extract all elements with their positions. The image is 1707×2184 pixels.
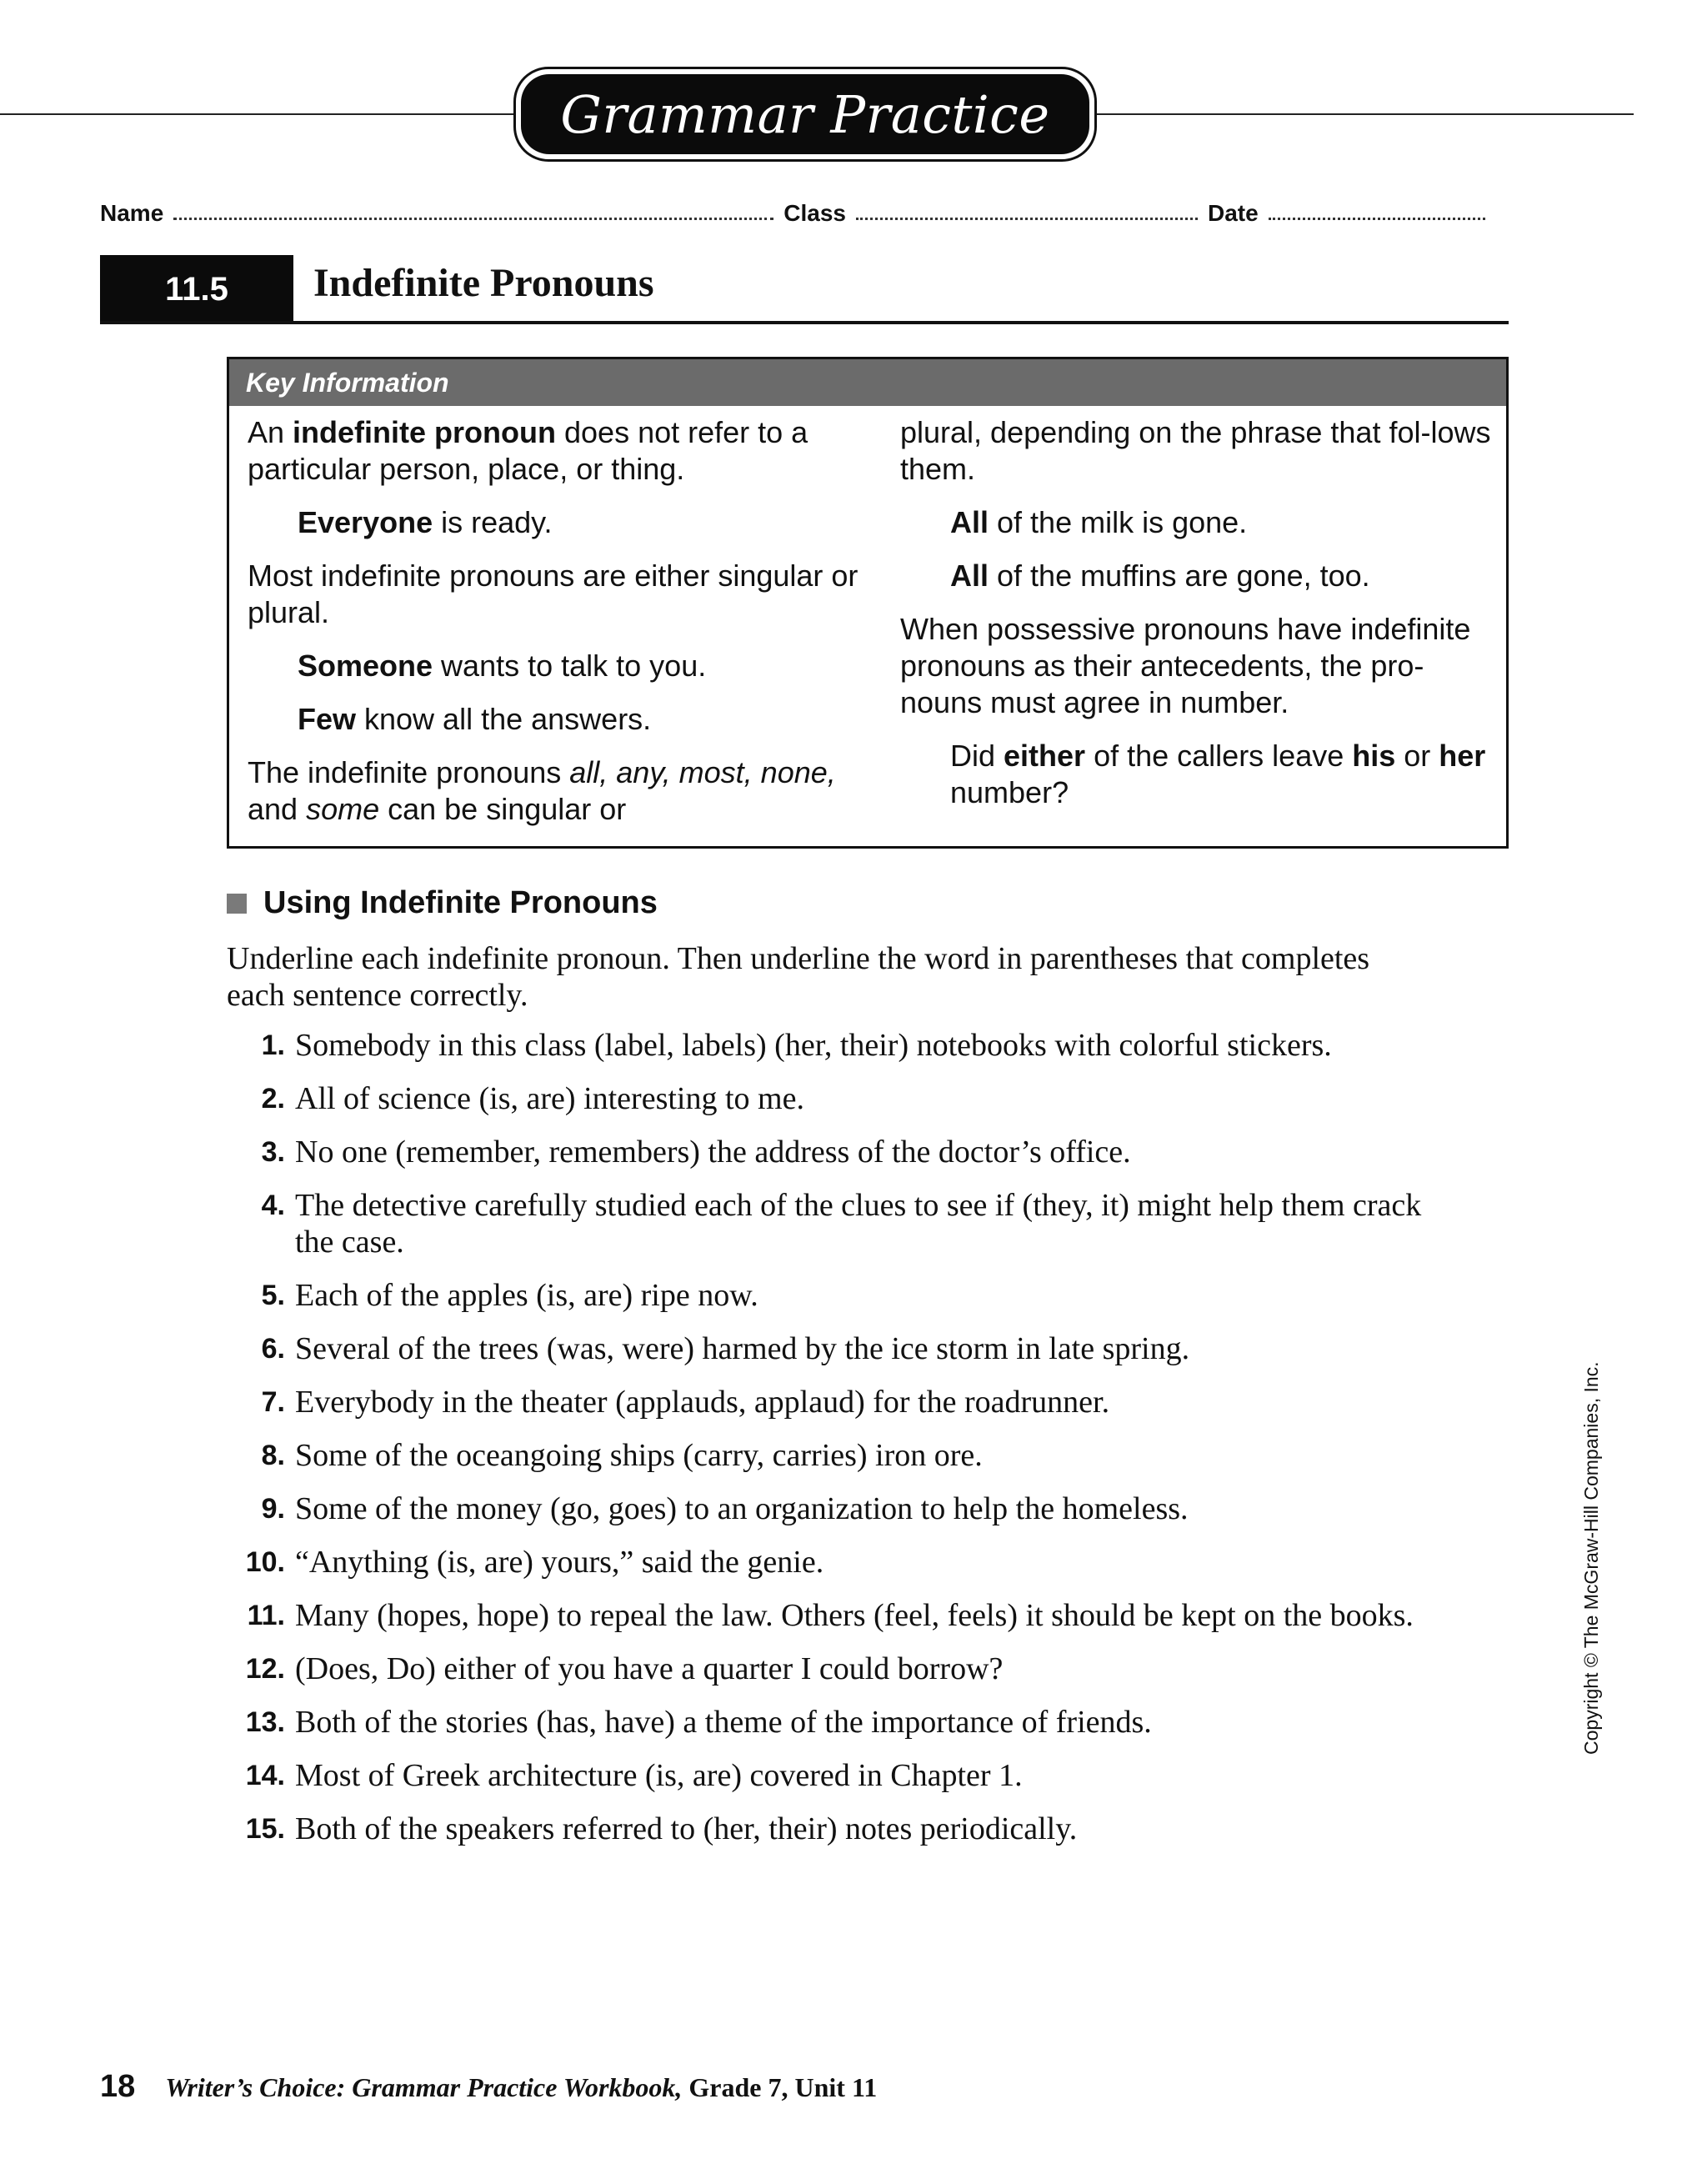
exercise-item <box>227 1437 1435 1474</box>
example-term: either <box>1004 739 1086 773</box>
item-number: 14. <box>245 1760 285 1791</box>
exercise-heading-text: Using Indefinite Pronouns <box>263 885 658 920</box>
item-sentence[interactable]: Both of the stories (has, have) a theme of the importance of friends. <box>295 1705 1152 1740</box>
exercise-item <box>227 1544 1435 1580</box>
exercise-item <box>227 1187 1435 1260</box>
exercise-item <box>227 1757 1435 1794</box>
item-sentence[interactable]: Several of the trees (was, were) harmed by the ice storm in late spring. <box>295 1331 1190 1366</box>
section-rule <box>100 321 1509 324</box>
exercise-item <box>227 1027 1435 1064</box>
item-number: 1. <box>261 1029 285 1061</box>
item-number: 11. <box>247 1600 285 1631</box>
exercise-instructions: Underline each indefinite pronoun. Then underline the word in parentheses that completes each sentence correctly. <box>227 941 1370 1013</box>
exercise-item <box>227 1277 1435 1314</box>
item-number: 2. <box>261 1083 285 1115</box>
banner-plate <box>521 74 1089 154</box>
example-term: Someone <box>298 649 433 683</box>
class-label: Class <box>783 200 846 226</box>
key-info-example <box>248 648 864 684</box>
example-term: Few <box>298 702 357 736</box>
item-sentence[interactable]: Somebody in this class (label, labels) (her, their) notebooks with colorful stickers. <box>295 1028 1332 1063</box>
banner-title: Grammar Practice <box>560 83 1050 145</box>
exercise-heading <box>227 885 658 921</box>
exercise-item <box>227 1490 1435 1527</box>
key-info-paragraph: plural, depending on the phrase that fol-lows them. <box>900 415 1491 486</box>
key-info-paragraph: When possessive pronouns have indefinite pronouns as their antecedents, the pro-nouns must agree in number. <box>900 612 1471 719</box>
text: is ready. <box>433 505 553 539</box>
example-term: Everyone <box>298 505 433 539</box>
item-number: 12. <box>245 1653 285 1685</box>
key-info-paragraph <box>248 414 864 488</box>
banner <box>513 67 1097 162</box>
name-field[interactable] <box>173 218 773 220</box>
copyright-notice: Copyright © The McGraw-Hill Companies, Inc. <box>1580 1361 1602 1755</box>
text: or <box>1395 739 1439 773</box>
item-number: 3. <box>261 1136 285 1168</box>
date-label: Date <box>1207 200 1259 226</box>
text: does not refer to a particular person, place, or thing. <box>248 415 808 486</box>
key-info-right-column <box>900 414 1492 828</box>
key-info-paragraph <box>248 754 864 828</box>
item-sentence[interactable]: Both of the speakers referred to (her, their) notes periodically. <box>295 1811 1078 1846</box>
item-sentence[interactable]: The detective carefully studied each of the clues to see if (they, it) might help them crack the case. <box>295 1188 1422 1260</box>
item-number: 15. <box>245 1813 285 1845</box>
text: number? <box>950 775 1069 809</box>
exercise-item <box>227 1330 1435 1367</box>
text: Did <box>950 739 1004 773</box>
item-number: 6. <box>261 1333 285 1365</box>
date-field[interactable] <box>1269 218 1485 220</box>
key-info-left-column <box>248 414 864 844</box>
text: of the muffins are gone, too. <box>989 559 1370 593</box>
item-sentence[interactable]: (Does, Do) either of you have a quarter I could borrow? <box>295 1651 1004 1686</box>
item-sentence[interactable]: Some of the money (go, goes) to an organization to help the homeless. <box>295 1491 1189 1526</box>
exercise-item <box>227 1704 1435 1741</box>
key-information-box <box>227 357 1509 849</box>
item-number: 5. <box>261 1280 285 1311</box>
item-sentence[interactable]: All of science (is, are) interesting to me. <box>295 1081 804 1116</box>
exercise-item <box>227 1134 1435 1170</box>
grade-unit: Grade 7, Unit 11 <box>688 2072 878 2102</box>
text: and <box>248 792 307 826</box>
key-information-heading: Key Information <box>229 359 1506 406</box>
name-class-date-line <box>100 193 1509 227</box>
class-field[interactable] <box>856 218 1198 220</box>
item-sentence[interactable]: Most of Greek architecture (is, are) covered in Chapter 1. <box>295 1758 1023 1793</box>
text: An <box>248 415 293 449</box>
section-title: Indefinite Pronouns <box>313 261 654 305</box>
item-number: 10. <box>245 1546 285 1578</box>
exercise-item <box>227 1384 1435 1420</box>
text: of the milk is gone. <box>989 505 1248 539</box>
example-term: his <box>1352 739 1396 773</box>
item-sentence[interactable]: Each of the apples (is, are) ripe now. <box>295 1278 758 1313</box>
item-number: 4. <box>261 1190 285 1221</box>
page-footer <box>100 2069 877 2105</box>
page-number: 18 <box>100 2069 136 2104</box>
exercise-item <box>227 1597 1435 1634</box>
example-term: her <box>1439 739 1486 773</box>
exercise-item <box>227 1080 1435 1117</box>
text: of the callers leave <box>1085 739 1353 773</box>
key-info-example <box>248 504 864 541</box>
item-sentence[interactable]: Many (hopes, hope) to repeal the law. Others (feel, feels) it should be kept on the books. <box>295 1598 1414 1633</box>
example-term: All <box>950 505 989 539</box>
text: The indefinite pronouns <box>248 755 570 789</box>
italic-text: all, any, most, none, <box>569 755 836 789</box>
term: indefinite pronoun <box>293 415 556 449</box>
example-term: All <box>950 559 989 593</box>
item-sentence[interactable]: Some of the oceangoing ships (carry, carries) iron ore. <box>295 1438 983 1473</box>
text: wants to talk to you. <box>433 649 707 683</box>
exercise-item <box>227 1651 1435 1687</box>
text: know all the answers. <box>356 702 652 736</box>
item-sentence[interactable]: “Anything (is, are) yours,” said the genie. <box>295 1545 824 1580</box>
key-info-example <box>900 558 1492 594</box>
item-sentence[interactable]: Everybody in the theater (applauds, applaud) for the roadrunner. <box>295 1385 1110 1420</box>
square-bullet-icon <box>227 894 247 914</box>
name-label: Name <box>100 200 164 226</box>
key-info-example <box>248 701 864 738</box>
text: can be singular or <box>379 792 627 826</box>
key-info-example <box>900 738 1492 811</box>
item-sentence[interactable]: No one (remember, remembers) the address of the doctor’s office. <box>295 1135 1131 1170</box>
book-title: Writer’s Choice: Grammar Practice Workbook, <box>165 2072 683 2102</box>
key-info-example <box>900 504 1492 541</box>
item-number: 8. <box>261 1440 285 1471</box>
item-number: 7. <box>261 1386 285 1418</box>
section-number: 11.5 <box>100 255 293 323</box>
exercise-list <box>227 1027 1435 1864</box>
item-number: 13. <box>245 1706 285 1738</box>
italic-text: some <box>306 792 380 826</box>
exercise-item <box>227 1811 1435 1847</box>
item-number: 9. <box>261 1493 285 1525</box>
key-info-paragraph: Most indefinite pronouns are either singular or plural. <box>248 559 859 629</box>
